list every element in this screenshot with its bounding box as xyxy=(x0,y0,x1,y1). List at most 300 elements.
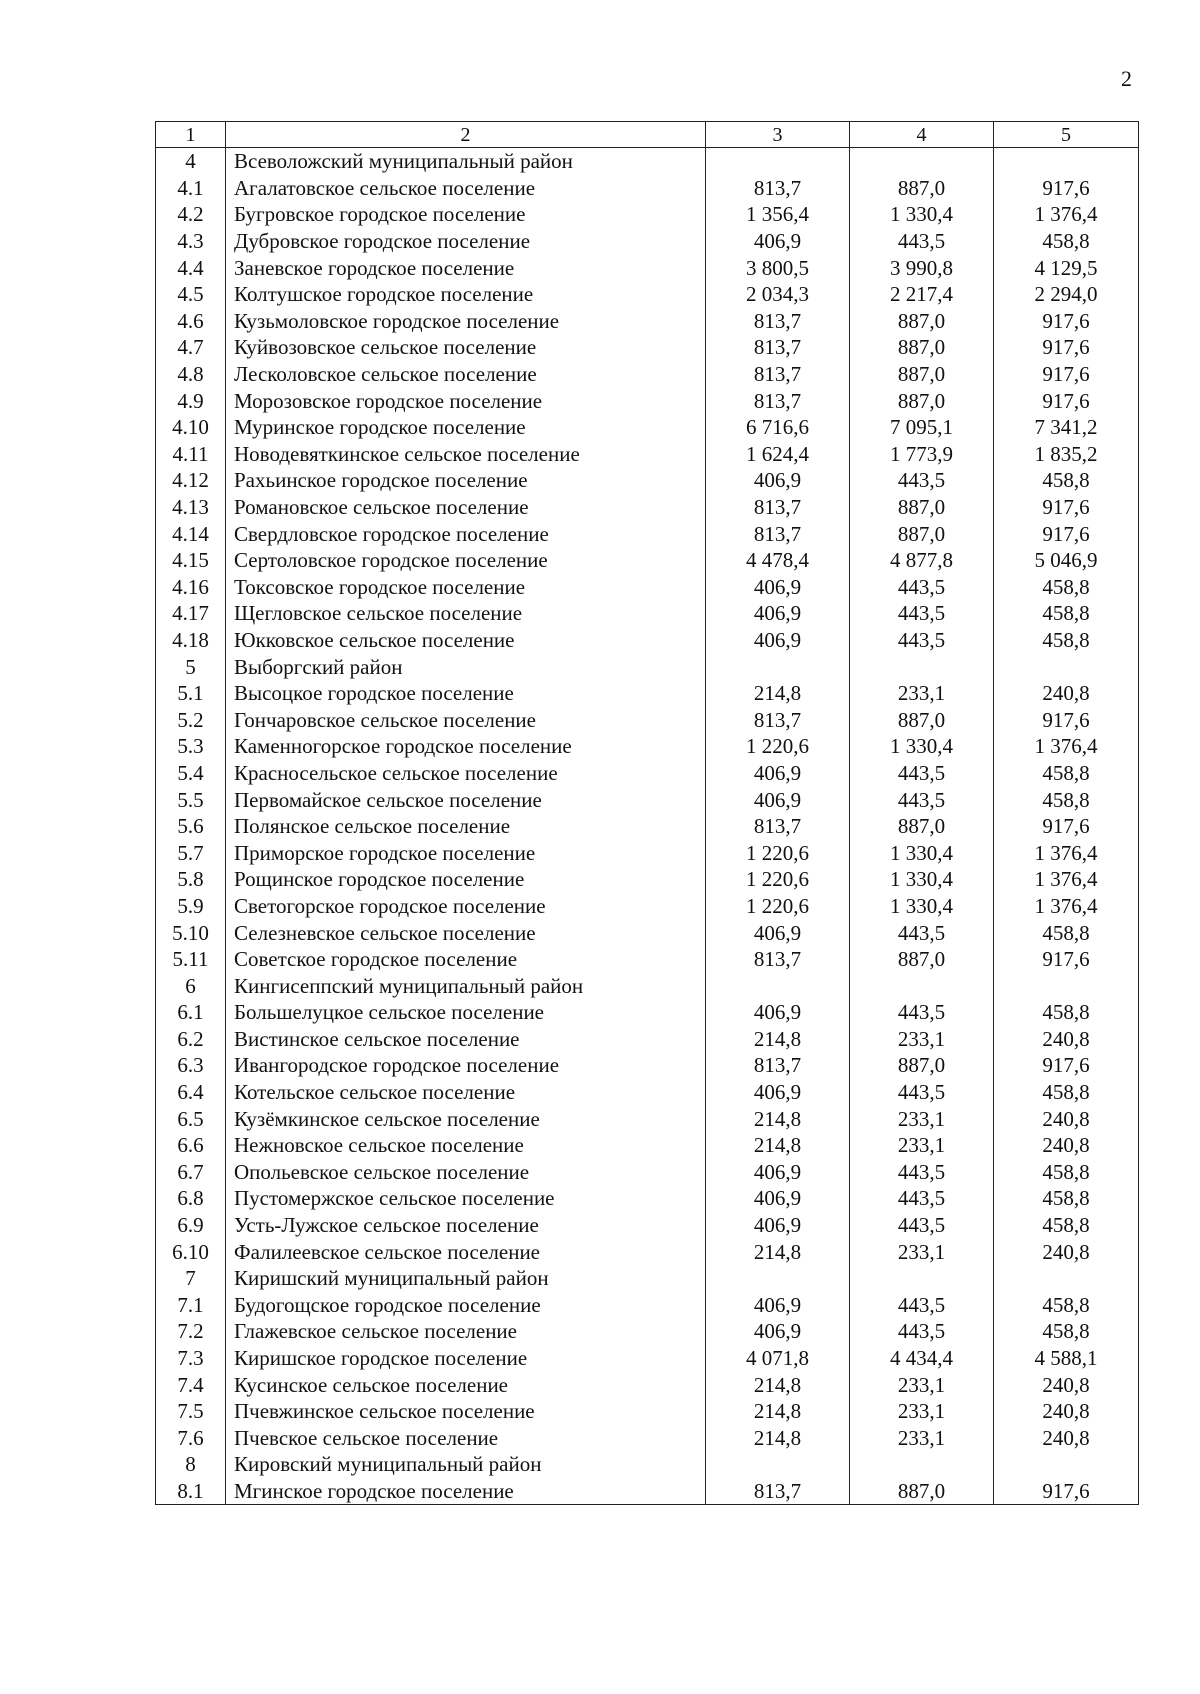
value-col-4: 443,5 xyxy=(850,627,994,654)
table-row xyxy=(156,1159,1139,1186)
table-header-row xyxy=(156,122,1139,148)
value-col-5: 240,8 xyxy=(994,1398,1139,1425)
value-col-4: 443,5 xyxy=(850,999,994,1026)
table-row xyxy=(156,387,1139,414)
row-number: 7 xyxy=(156,1265,226,1292)
value-col-4: 233,1 xyxy=(850,1026,994,1053)
settlement-name: Кингисеппский муниципальный район xyxy=(226,972,706,999)
row-number: 6.1 xyxy=(156,999,226,1026)
value-col-4: 233,1 xyxy=(850,1398,994,1425)
settlement-name: Выборгский район xyxy=(226,653,706,680)
settlement-name: Щегловское сельское поселение xyxy=(226,600,706,627)
value-col-4: 1 330,4 xyxy=(850,839,994,866)
value-col-4: 1 773,9 xyxy=(850,441,994,468)
row-number: 5.2 xyxy=(156,706,226,733)
table-row xyxy=(156,334,1139,361)
value-col-5: 917,6 xyxy=(994,334,1139,361)
table-row xyxy=(156,786,1139,813)
settlement-name: Пчевское сельское поселение xyxy=(226,1425,706,1452)
value-col-4: 887,0 xyxy=(850,520,994,547)
settlement-name: Колтушское городское поселение xyxy=(226,281,706,308)
value-col-5: 458,8 xyxy=(994,467,1139,494)
settlement-name: Мгинское городское поселение xyxy=(226,1478,706,1505)
row-number: 4.3 xyxy=(156,228,226,255)
row-number: 8.1 xyxy=(156,1478,226,1505)
value-col-5: 917,6 xyxy=(994,387,1139,414)
row-number: 6.9 xyxy=(156,1212,226,1239)
value-col-5: 458,8 xyxy=(994,600,1139,627)
value-col-4: 3 990,8 xyxy=(850,254,994,281)
value-col-5: 1 835,2 xyxy=(994,441,1139,468)
value-col-5: 917,6 xyxy=(994,706,1139,733)
value-col-3: 813,7 xyxy=(706,813,850,840)
settlement-name: Юкковское сельское поселение xyxy=(226,627,706,654)
settlement-name: Кусинское сельское поселение xyxy=(226,1371,706,1398)
settlement-name: Агалатовское сельское поселение xyxy=(226,175,706,202)
value-col-5: 1 376,4 xyxy=(994,866,1139,893)
value-col-3: 813,7 xyxy=(706,946,850,973)
row-number: 4.5 xyxy=(156,281,226,308)
value-col-5: 458,8 xyxy=(994,760,1139,787)
value-col-5: 917,6 xyxy=(994,308,1139,335)
row-number: 5.9 xyxy=(156,893,226,920)
value-col-5: 458,8 xyxy=(994,1292,1139,1319)
settlement-name: Всеволожский муниципальный район xyxy=(226,148,706,175)
settlement-name: Нежновское сельское поселение xyxy=(226,1132,706,1159)
value-col-3: 813,7 xyxy=(706,1478,850,1505)
column-header: 3 xyxy=(706,122,850,148)
row-number: 5.6 xyxy=(156,813,226,840)
row-number: 4.15 xyxy=(156,547,226,574)
row-number: 6.2 xyxy=(156,1026,226,1053)
row-number: 4.18 xyxy=(156,627,226,654)
value-col-3: 406,9 xyxy=(706,467,850,494)
value-col-4: 443,5 xyxy=(850,467,994,494)
settlement-name: Кузёмкинское сельское поселение xyxy=(226,1105,706,1132)
row-number: 6.6 xyxy=(156,1132,226,1159)
settlement-name: Новодевяткинское сельское поселение xyxy=(226,441,706,468)
value-col-4: 887,0 xyxy=(850,706,994,733)
value-col-3: 406,9 xyxy=(706,1185,850,1212)
table-row xyxy=(156,680,1139,707)
table-row xyxy=(156,361,1139,388)
value-col-3: 214,8 xyxy=(706,1371,850,1398)
value-col-4: 887,0 xyxy=(850,494,994,521)
row-number: 7.6 xyxy=(156,1425,226,1452)
row-number: 4.16 xyxy=(156,574,226,601)
value-col-5: 1 376,4 xyxy=(994,201,1139,228)
value-col-3: 813,7 xyxy=(706,494,850,521)
settlement-name: Морозовское городское поселение xyxy=(226,387,706,414)
value-col-5: 458,8 xyxy=(994,228,1139,255)
table-row xyxy=(156,946,1139,973)
settlement-name: Светогорское городское поселение xyxy=(226,893,706,920)
value-col-3: 1 356,4 xyxy=(706,201,850,228)
table-row xyxy=(156,760,1139,787)
row-number: 4.11 xyxy=(156,441,226,468)
row-number: 4.9 xyxy=(156,387,226,414)
settlement-name: Рахьинское городское поселение xyxy=(226,467,706,494)
value-col-3: 1 220,6 xyxy=(706,893,850,920)
value-col-4: 443,5 xyxy=(850,1159,994,1186)
settlement-name: Киришский муниципальный район xyxy=(226,1265,706,1292)
settlement-name: Сертоловское городское поселение xyxy=(226,547,706,574)
value-col-3 xyxy=(706,148,850,175)
settlement-name: Советское городское поселение xyxy=(226,946,706,973)
table-row xyxy=(156,1079,1139,1106)
table-row xyxy=(156,441,1139,468)
value-col-4: 7 095,1 xyxy=(850,414,994,441)
table-row xyxy=(156,972,1139,999)
row-number: 5.5 xyxy=(156,786,226,813)
row-number: 4.1 xyxy=(156,175,226,202)
table-row xyxy=(156,520,1139,547)
value-col-5: 4 129,5 xyxy=(994,254,1139,281)
value-col-4: 233,1 xyxy=(850,680,994,707)
value-col-3: 214,8 xyxy=(706,1425,850,1452)
settlement-name: Каменногорское городское поселение xyxy=(226,733,706,760)
value-col-5: 458,8 xyxy=(994,1159,1139,1186)
settlement-name: Фалилеевское сельское поселение xyxy=(226,1238,706,1265)
value-col-5: 240,8 xyxy=(994,1425,1139,1452)
value-col-3: 214,8 xyxy=(706,1238,850,1265)
value-col-5: 917,6 xyxy=(994,494,1139,521)
settlement-name: Вистинское сельское поселение xyxy=(226,1026,706,1053)
value-col-5: 458,8 xyxy=(994,999,1139,1026)
row-number: 6.7 xyxy=(156,1159,226,1186)
value-col-4: 887,0 xyxy=(850,813,994,840)
value-col-4 xyxy=(850,148,994,175)
table-row xyxy=(156,414,1139,441)
value-col-5: 917,6 xyxy=(994,1052,1139,1079)
row-number: 5.3 xyxy=(156,733,226,760)
value-col-5: 1 376,4 xyxy=(994,733,1139,760)
table-row xyxy=(156,494,1139,521)
value-col-4: 443,5 xyxy=(850,1212,994,1239)
value-col-4: 443,5 xyxy=(850,786,994,813)
value-col-3: 214,8 xyxy=(706,1105,850,1132)
value-col-4: 443,5 xyxy=(850,1318,994,1345)
value-col-5: 458,8 xyxy=(994,574,1139,601)
column-header: 1 xyxy=(156,122,226,148)
value-col-4: 4 434,4 xyxy=(850,1345,994,1372)
settlement-name: Рощинское городское поселение xyxy=(226,866,706,893)
value-col-3: 214,8 xyxy=(706,1398,850,1425)
value-col-3: 406,9 xyxy=(706,627,850,654)
value-col-3: 214,8 xyxy=(706,1026,850,1053)
value-col-3: 406,9 xyxy=(706,1159,850,1186)
value-col-5: 458,8 xyxy=(994,786,1139,813)
value-col-3: 6 716,6 xyxy=(706,414,850,441)
value-col-5: 917,6 xyxy=(994,361,1139,388)
value-col-5: 240,8 xyxy=(994,1105,1139,1132)
row-number: 5.11 xyxy=(156,946,226,973)
table-row xyxy=(156,1212,1139,1239)
settlement-name: Свердловское городское поселение xyxy=(226,520,706,547)
value-col-3: 406,9 xyxy=(706,1212,850,1239)
value-col-3: 406,9 xyxy=(706,786,850,813)
value-col-5: 7 341,2 xyxy=(994,414,1139,441)
table-row xyxy=(156,1398,1139,1425)
value-col-3: 813,7 xyxy=(706,361,850,388)
value-col-3: 813,7 xyxy=(706,334,850,361)
value-col-4: 887,0 xyxy=(850,175,994,202)
value-col-5 xyxy=(994,653,1139,680)
value-col-5: 1 376,4 xyxy=(994,893,1139,920)
value-col-5: 917,6 xyxy=(994,175,1139,202)
value-col-5: 2 294,0 xyxy=(994,281,1139,308)
row-number: 7.4 xyxy=(156,1371,226,1398)
value-col-4: 1 330,4 xyxy=(850,201,994,228)
settlement-name: Опольевское сельское поселение xyxy=(226,1159,706,1186)
row-number: 4.14 xyxy=(156,520,226,547)
value-col-3: 406,9 xyxy=(706,760,850,787)
table-row xyxy=(156,1478,1139,1505)
value-col-5: 917,6 xyxy=(994,946,1139,973)
value-col-3: 3 800,5 xyxy=(706,254,850,281)
row-number: 6.4 xyxy=(156,1079,226,1106)
row-number: 4.8 xyxy=(156,361,226,388)
value-col-5: 240,8 xyxy=(994,1026,1139,1053)
value-col-4: 443,5 xyxy=(850,1185,994,1212)
value-col-3: 406,9 xyxy=(706,999,850,1026)
value-col-4 xyxy=(850,1451,994,1478)
value-col-5 xyxy=(994,148,1139,175)
value-col-4: 233,1 xyxy=(850,1105,994,1132)
value-col-4: 233,1 xyxy=(850,1371,994,1398)
table-row xyxy=(156,148,1139,175)
value-col-4: 443,5 xyxy=(850,1292,994,1319)
value-col-5: 240,8 xyxy=(994,1238,1139,1265)
value-col-3: 1 220,6 xyxy=(706,866,850,893)
value-col-3: 406,9 xyxy=(706,228,850,255)
value-col-5 xyxy=(994,1265,1139,1292)
settlement-name: Большелуцкое сельское поселение xyxy=(226,999,706,1026)
settlement-name: Пчевжинское сельское поселение xyxy=(226,1398,706,1425)
value-col-3: 406,9 xyxy=(706,1292,850,1319)
value-col-4: 443,5 xyxy=(850,574,994,601)
table-row xyxy=(156,1238,1139,1265)
value-col-5: 458,8 xyxy=(994,627,1139,654)
value-col-3: 406,9 xyxy=(706,919,850,946)
settlement-name: Усть-Лужское сельское поселение xyxy=(226,1212,706,1239)
value-col-3: 813,7 xyxy=(706,520,850,547)
value-col-3: 406,9 xyxy=(706,1079,850,1106)
settlement-name: Первомайское сельское поселение xyxy=(226,786,706,813)
table-row xyxy=(156,1052,1139,1079)
row-number: 6 xyxy=(156,972,226,999)
value-col-4: 443,5 xyxy=(850,600,994,627)
table-row xyxy=(156,1132,1139,1159)
settlement-name: Котельское сельское поселение xyxy=(226,1079,706,1106)
row-number: 7.3 xyxy=(156,1345,226,1372)
value-col-5: 4 588,1 xyxy=(994,1345,1139,1372)
value-col-5 xyxy=(994,1451,1139,1478)
value-col-3: 4 478,4 xyxy=(706,547,850,574)
value-col-4: 443,5 xyxy=(850,760,994,787)
table-row xyxy=(156,600,1139,627)
value-col-3: 1 624,4 xyxy=(706,441,850,468)
row-number: 8 xyxy=(156,1451,226,1478)
table-row xyxy=(156,254,1139,281)
settlement-name: Токсовское городское поселение xyxy=(226,574,706,601)
settlement-name: Кузьмоловское городское поселение xyxy=(226,308,706,335)
table-row xyxy=(156,467,1139,494)
table-row xyxy=(156,201,1139,228)
value-col-5: 458,8 xyxy=(994,1079,1139,1106)
table-row xyxy=(156,706,1139,733)
value-col-5: 917,6 xyxy=(994,813,1139,840)
value-col-4: 2 217,4 xyxy=(850,281,994,308)
value-col-3 xyxy=(706,1451,850,1478)
settlement-name: Глажевское сельское поселение xyxy=(226,1318,706,1345)
settlement-name: Пустомержское сельское поселение xyxy=(226,1185,706,1212)
table-row xyxy=(156,1265,1139,1292)
page-number: 2 xyxy=(1121,66,1132,91)
table-row xyxy=(156,574,1139,601)
table-row xyxy=(156,175,1139,202)
value-col-4: 887,0 xyxy=(850,361,994,388)
table-row xyxy=(156,547,1139,574)
value-col-3: 1 220,6 xyxy=(706,733,850,760)
value-col-5: 458,8 xyxy=(994,1212,1139,1239)
settlement-name: Будогощское городское поселение xyxy=(226,1292,706,1319)
value-col-3: 813,7 xyxy=(706,308,850,335)
row-number: 5.1 xyxy=(156,680,226,707)
value-col-5: 458,8 xyxy=(994,1318,1139,1345)
settlement-name: Красносельское сельское поселение xyxy=(226,760,706,787)
value-col-3: 214,8 xyxy=(706,1132,850,1159)
table-row xyxy=(156,1318,1139,1345)
value-col-4: 887,0 xyxy=(850,946,994,973)
settlement-name: Ивангородское городское поселение xyxy=(226,1052,706,1079)
value-col-3: 813,7 xyxy=(706,706,850,733)
value-col-4: 4 877,8 xyxy=(850,547,994,574)
settlement-name: Приморское городское поселение xyxy=(226,839,706,866)
value-col-3: 406,9 xyxy=(706,1318,850,1345)
value-col-3: 1 220,6 xyxy=(706,839,850,866)
value-col-3: 406,9 xyxy=(706,574,850,601)
row-number: 5.10 xyxy=(156,919,226,946)
value-col-4: 443,5 xyxy=(850,919,994,946)
value-col-4: 887,0 xyxy=(850,308,994,335)
table-row xyxy=(156,1292,1139,1319)
value-col-4: 233,1 xyxy=(850,1132,994,1159)
table-row xyxy=(156,866,1139,893)
value-col-4 xyxy=(850,1265,994,1292)
table-row xyxy=(156,1105,1139,1132)
table-row xyxy=(156,281,1139,308)
table-row xyxy=(156,1026,1139,1053)
value-col-3: 813,7 xyxy=(706,387,850,414)
row-number: 5.8 xyxy=(156,866,226,893)
row-number: 4.6 xyxy=(156,308,226,335)
row-number: 4.2 xyxy=(156,201,226,228)
row-number: 4 xyxy=(156,148,226,175)
column-header: 5 xyxy=(994,122,1139,148)
row-number: 7.5 xyxy=(156,1398,226,1425)
value-col-4 xyxy=(850,653,994,680)
settlement-name: Бугровское городское поселение xyxy=(226,201,706,228)
row-number: 4.12 xyxy=(156,467,226,494)
value-col-3: 214,8 xyxy=(706,680,850,707)
table-row xyxy=(156,999,1139,1026)
value-col-4 xyxy=(850,972,994,999)
settlement-name: Лесколовское сельское поселение xyxy=(226,361,706,388)
value-col-5: 5 046,9 xyxy=(994,547,1139,574)
table-row xyxy=(156,653,1139,680)
row-number: 4.13 xyxy=(156,494,226,521)
value-col-3: 4 071,8 xyxy=(706,1345,850,1372)
table-row xyxy=(156,228,1139,255)
value-col-4: 443,5 xyxy=(850,228,994,255)
settlement-name: Полянское сельское поселение xyxy=(226,813,706,840)
row-number: 7.2 xyxy=(156,1318,226,1345)
settlement-name: Дубровское городское поселение xyxy=(226,228,706,255)
table-row xyxy=(156,1425,1139,1452)
table-row xyxy=(156,1371,1139,1398)
value-col-5: 240,8 xyxy=(994,1132,1139,1159)
value-col-3: 813,7 xyxy=(706,175,850,202)
settlement-name: Киришское городское поселение xyxy=(226,1345,706,1372)
row-number: 6.8 xyxy=(156,1185,226,1212)
row-number: 7.1 xyxy=(156,1292,226,1319)
value-col-3 xyxy=(706,653,850,680)
row-number: 6.5 xyxy=(156,1105,226,1132)
table-row xyxy=(156,1345,1139,1372)
row-number: 4.10 xyxy=(156,414,226,441)
value-col-5: 917,6 xyxy=(994,520,1139,547)
table-row xyxy=(156,813,1139,840)
settlement-name: Романовское сельское поселение xyxy=(226,494,706,521)
settlement-name: Селезневское сельское поселение xyxy=(226,919,706,946)
row-number: 5.7 xyxy=(156,839,226,866)
value-col-3 xyxy=(706,972,850,999)
table-row xyxy=(156,1185,1139,1212)
value-col-5: 458,8 xyxy=(994,1185,1139,1212)
settlement-name: Гончаровское сельское поселение xyxy=(226,706,706,733)
table-row xyxy=(156,308,1139,335)
settlement-name: Заневское городское поселение xyxy=(226,254,706,281)
row-number: 5.4 xyxy=(156,760,226,787)
settlement-name: Кировский муниципальный район xyxy=(226,1451,706,1478)
value-col-3: 406,9 xyxy=(706,600,850,627)
row-number: 4.17 xyxy=(156,600,226,627)
value-col-4: 1 330,4 xyxy=(850,866,994,893)
row-number: 4.4 xyxy=(156,254,226,281)
row-number: 6.3 xyxy=(156,1052,226,1079)
table-row xyxy=(156,733,1139,760)
table-row xyxy=(156,1451,1139,1478)
value-col-4: 887,0 xyxy=(850,334,994,361)
value-col-4: 1 330,4 xyxy=(850,733,994,760)
value-col-4: 887,0 xyxy=(850,387,994,414)
value-col-5: 240,8 xyxy=(994,1371,1139,1398)
value-col-5: 240,8 xyxy=(994,680,1139,707)
value-col-4: 887,0 xyxy=(850,1052,994,1079)
value-col-5: 458,8 xyxy=(994,919,1139,946)
row-number: 4.7 xyxy=(156,334,226,361)
column-header: 4 xyxy=(850,122,994,148)
value-col-3: 2 034,3 xyxy=(706,281,850,308)
row-number: 5 xyxy=(156,653,226,680)
table-row xyxy=(156,627,1139,654)
settlement-name: Высоцкое городское поселение xyxy=(226,680,706,707)
column-header: 2 xyxy=(226,122,706,148)
value-col-4: 443,5 xyxy=(850,1079,994,1106)
value-col-5: 1 376,4 xyxy=(994,839,1139,866)
row-number: 6.10 xyxy=(156,1238,226,1265)
